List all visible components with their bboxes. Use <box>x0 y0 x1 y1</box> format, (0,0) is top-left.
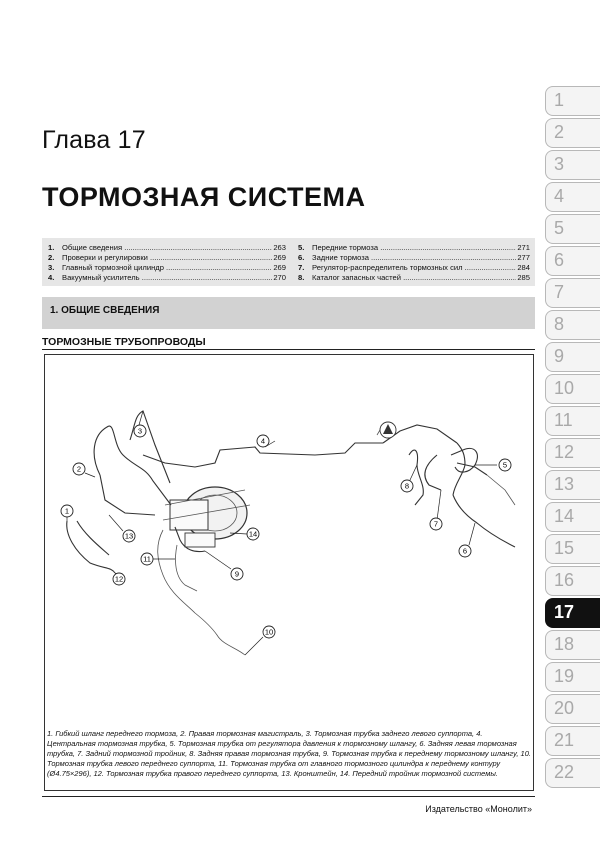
chapter-tab-3[interactable] <box>545 150 600 180</box>
chapter-tab-8[interactable] <box>545 310 600 340</box>
chapter-tab-12[interactable] <box>545 438 600 468</box>
toc-num: 8. <box>298 273 305 282</box>
tab-label: 14 <box>554 506 575 526</box>
chapter-tab-15[interactable] <box>545 534 600 564</box>
tab-label: 5 <box>554 218 565 238</box>
toc-text: Общие сведения ..... <box>62 243 272 253</box>
tab-label: 7 <box>554 282 565 302</box>
chapter-tab-7[interactable] <box>545 278 600 308</box>
callout-2 <box>73 463 95 477</box>
tab-label: 1 <box>554 90 565 110</box>
brake-lines-figure <box>44 354 534 791</box>
toc-page: 270 <box>273 273 286 282</box>
tab-label: 8 <box>554 314 565 334</box>
svg-text:11: 11 <box>143 554 151 564</box>
toc-page: 284 <box>517 263 530 272</box>
toc-text: Каталог запасных частей ..... <box>312 273 516 283</box>
toc-page: 269 <box>273 253 286 262</box>
toc-num: 5. <box>298 243 305 252</box>
toc-text: Задние тормоза ..... <box>312 253 516 263</box>
svg-text:8: 8 <box>404 481 410 491</box>
callout-4 <box>257 435 275 447</box>
callout-13 <box>109 515 135 542</box>
chapter-tab-21[interactable] <box>545 726 600 756</box>
toc-item[interactable] <box>298 253 530 263</box>
toc-page: 271 <box>517 243 530 252</box>
chapter-tab-6[interactable] <box>545 246 600 276</box>
toc-num: 7. <box>298 263 305 272</box>
svg-text:3: 3 <box>137 426 143 436</box>
chapter-label: Глава 17 <box>42 126 146 154</box>
tab-label: 9 <box>554 346 565 366</box>
tab-label: 18 <box>554 634 575 654</box>
svg-text:12: 12 <box>114 574 124 584</box>
toc-page: 285 <box>517 273 530 282</box>
toc-item[interactable] <box>298 243 530 253</box>
callout-7 <box>430 490 442 530</box>
tab-label: 12 <box>554 442 575 462</box>
chapter-tab-2[interactable] <box>545 118 600 148</box>
figure-caption: 1. Гибкий шланг переднего тормоза, 2. Правая тормозная магистраль, 3. Тормозная трубка заднего левого суппорта, 4. Центральная тормозная трубка, 5. Тормозная трубка от регулятора давления к тормозному шлангу, 6. Задняя левая тормозная трубка, 7. Задний тормозной тройник, 8. Задняя правая тормозная трубка, 9. Тормозная трубка к переднему тормозному шлангу, 10. Тормозная трубка левого переднего суппорта, 11. Тормозная трубка от главного тормозного цилиндра к переднему контуру (Ø4.75×296), 12. Тормозная трубка правого переднего суппорта, 13. Кронштейн, 14. Передний тройник тормозной системы. <box>47 729 531 778</box>
tab-label: 6 <box>554 250 565 270</box>
toc-num: 1. <box>48 243 55 252</box>
chapter-tab-20[interactable] <box>545 694 600 724</box>
footer-divider <box>42 796 535 797</box>
toc-item[interactable] <box>48 263 286 273</box>
chapter-tab-9[interactable] <box>545 342 600 372</box>
callout-9 <box>205 551 243 580</box>
toc-item[interactable] <box>298 263 530 273</box>
chapter-tab-18[interactable] <box>545 630 600 660</box>
svg-text:5: 5 <box>502 460 508 470</box>
toc-item[interactable] <box>48 273 286 283</box>
chapter-tab-5[interactable] <box>545 214 600 244</box>
tab-label: 2 <box>554 122 565 142</box>
toc-num: 4. <box>48 273 55 282</box>
toc-page: 277 <box>517 253 530 262</box>
toc-num: 6. <box>298 253 305 262</box>
chapter-tab-17-active[interactable] <box>545 598 600 628</box>
tab-label: 4 <box>554 186 565 206</box>
svg-text:4: 4 <box>260 436 266 446</box>
tab-label: 10 <box>554 378 575 398</box>
tab-label: 3 <box>554 154 565 174</box>
table-of-contents <box>42 238 535 286</box>
callout-10 <box>245 626 275 655</box>
chapter-tab-11[interactable] <box>545 406 600 436</box>
brake-booster <box>163 487 250 547</box>
toc-text: Регулятор-распределитель тормозных сил ..... <box>312 263 516 273</box>
tab-label: 16 <box>554 570 575 590</box>
toc-item[interactable] <box>48 243 286 253</box>
attention-icon <box>380 422 396 438</box>
publisher: Издательство «Монолит» <box>425 804 532 814</box>
section-header <box>42 297 535 329</box>
chapter-tab-4[interactable] <box>545 182 600 212</box>
tab-label: 21 <box>554 730 575 750</box>
chapter-title: ТОРМОЗНАЯ СИСТЕМА <box>42 182 366 212</box>
svg-text:7: 7 <box>433 519 439 529</box>
svg-text:10: 10 <box>264 627 274 637</box>
toc-num: 3. <box>48 263 55 272</box>
toc-text: Главный тормозной цилиндр ..... <box>62 263 272 273</box>
chapter-tab-22[interactable] <box>545 758 600 788</box>
chapter-tab-19[interactable] <box>545 662 600 692</box>
toc-item[interactable] <box>48 253 286 263</box>
brake-lines-diagram <box>45 355 533 725</box>
tab-label: 11 <box>554 410 573 430</box>
callout-6 <box>459 523 475 557</box>
section-title: 1. ОБЩИЕ СВЕДЕНИЯ <box>50 305 160 316</box>
svg-text:13: 13 <box>124 531 134 541</box>
toc-item[interactable] <box>298 273 530 283</box>
toc-page: 263 <box>273 243 286 252</box>
chapter-tab-10[interactable] <box>545 374 600 404</box>
tab-label: 15 <box>554 538 575 558</box>
chapter-tab-13[interactable] <box>545 470 600 500</box>
svg-text:6: 6 <box>462 546 468 556</box>
toc-left-column <box>48 243 286 283</box>
toc-right-column <box>298 243 530 283</box>
toc-page: 269 <box>273 263 286 272</box>
callout-5 <box>475 459 511 471</box>
toc-text: Передние тормоза ..... <box>312 243 516 253</box>
tab-label: 17 <box>554 602 575 622</box>
divider <box>42 349 535 350</box>
tab-label: 13 <box>554 474 575 494</box>
subheading: ТОРМОЗНЫЕ ТРУБОПРОВОДЫ <box>42 336 206 348</box>
svg-text:14: 14 <box>248 529 258 539</box>
chapter-tab-14[interactable] <box>545 502 600 532</box>
svg-text:9: 9 <box>234 569 240 579</box>
callout-12 <box>113 573 125 585</box>
tab-label: 19 <box>554 666 575 686</box>
toc-text: Проверки и регулировки ..... <box>62 253 272 263</box>
tab-label: 22 <box>554 762 575 782</box>
chapter-tab-1[interactable] <box>545 86 600 116</box>
callout-8 <box>401 465 417 492</box>
svg-text:2: 2 <box>76 464 82 474</box>
svg-text:1: 1 <box>64 506 70 516</box>
toc-num: 2. <box>48 253 55 262</box>
tab-label: 20 <box>554 698 575 718</box>
toc-text: Вакуумный усилитель ..... <box>62 273 272 283</box>
callout-1 <box>61 505 73 521</box>
chapter-tab-16[interactable] <box>545 566 600 596</box>
